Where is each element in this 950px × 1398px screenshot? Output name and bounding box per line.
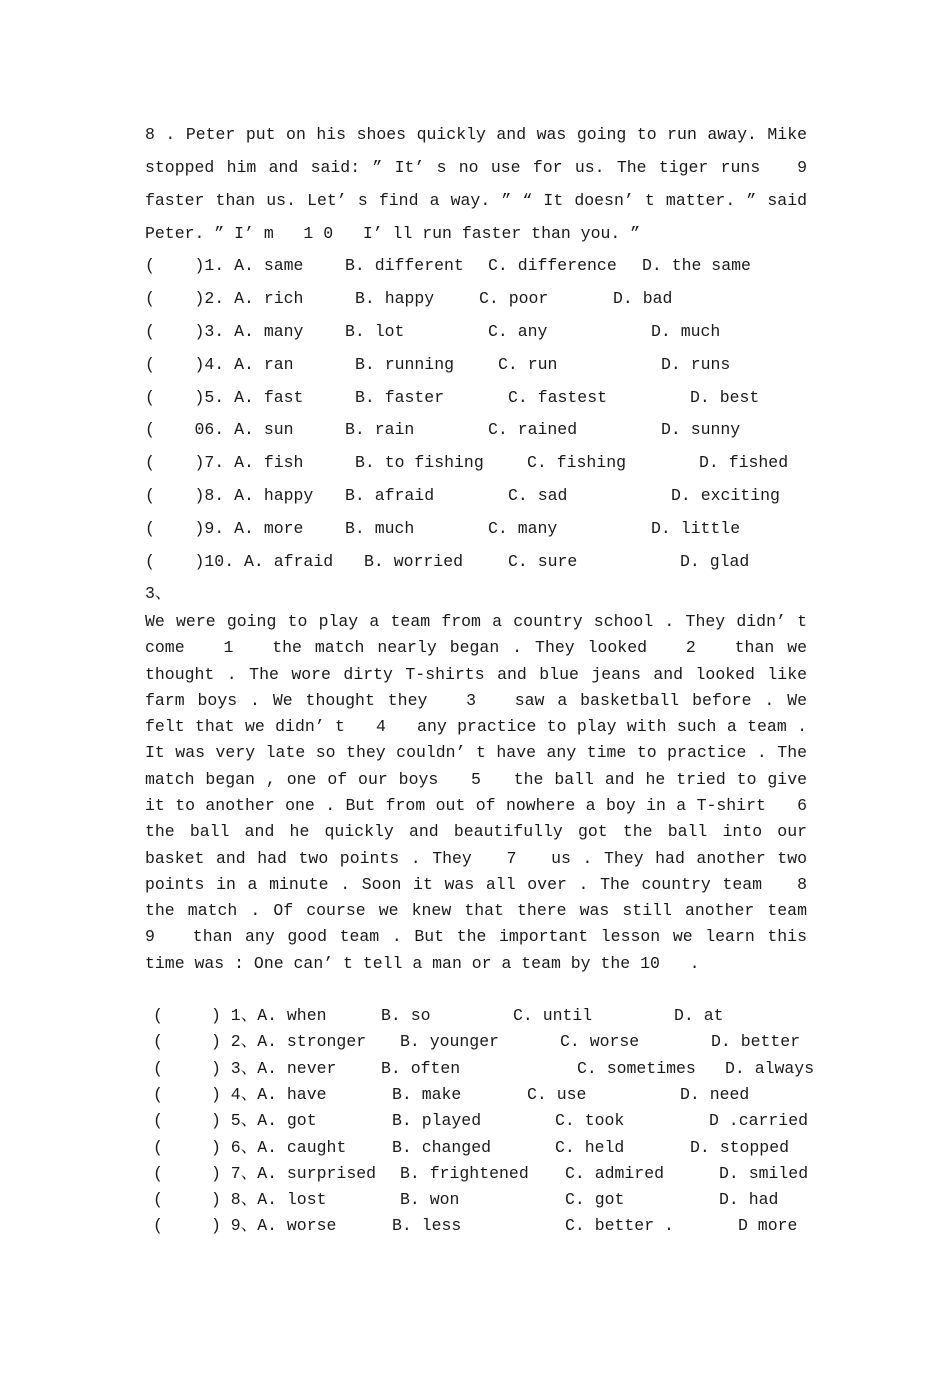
question-row [145,447,807,480]
question-row [145,349,807,382]
option-d: D. better [711,1032,801,1052]
question-number-option-a: ) 4、A. have [211,1084,327,1104]
option-d: D. had [719,1190,779,1210]
option-c: C. sure [508,552,578,572]
option-b: B. younger [400,1032,500,1052]
option-b: B. lot [345,321,405,341]
question-number-option-a: ) 8、A. lost [211,1190,327,1210]
question-row [145,250,807,283]
option-b: B. rain [345,420,415,440]
option-d: D more [738,1216,798,1236]
option-b: B. played [392,1111,482,1131]
answer-paren: ( [153,1006,163,1026]
option-c: C. fastest [508,387,608,407]
question-row [145,1187,807,1213]
question-number-option-a: ( )2. A. rich [145,288,304,308]
question-row [145,283,807,316]
option-d: D. at [674,1006,724,1026]
question-number-option-a: ( )10. A. afraid [145,552,334,572]
option-d: D .carried [709,1111,809,1131]
question-number-option-a: ( )9. A. more [145,519,304,539]
section-label: 3、 [145,583,172,603]
option-b: B. happy [355,288,435,308]
option-c: C. many [488,519,558,539]
option-d: D. bad [613,288,673,308]
option-b: B. worried [364,552,464,572]
question-number-option-a: ( )8. A. happy [145,486,314,506]
question-row [145,1003,807,1029]
option-c: C. fishing [527,453,627,473]
question-number-option-a: ( )5. A. fast [145,387,304,407]
option-c: C. admired [565,1163,665,1183]
answer-paren: ( [153,1032,163,1052]
option-b: B. so [381,1006,431,1026]
option-b: B. much [345,519,415,539]
option-c: C. took [555,1111,625,1131]
option-c: C. worse [560,1032,640,1052]
question-row [145,1056,815,1082]
question-row [145,414,807,447]
option-c: C. sad [508,486,568,506]
question-row [145,1108,807,1134]
option-d: D. sunny [661,420,741,440]
option-d: D. fished [699,453,789,473]
option-b: B. different [345,256,464,275]
answer-paren: ( [153,1216,163,1236]
option-c: C. rained [488,420,578,440]
option-c: C. difference [488,256,617,275]
option-c: C. until [513,1006,593,1026]
question-row [145,1135,807,1161]
answer-paren: ( [153,1190,163,1210]
option-c: C. use [527,1084,587,1104]
question-list-2 [145,1003,815,1240]
option-d: D. the same [642,256,751,275]
option-b: B. to fishing [355,453,484,473]
question-row [145,382,807,415]
question-number-option-a: ) 1、A. when [211,1006,327,1026]
option-c: C. got [565,1190,625,1210]
question-number-option-a: ) 5、A. got [211,1111,317,1131]
question-number-option-a: ) 9、A. worse [211,1216,337,1236]
question-row [145,480,807,513]
question-number-option-a: ) 7、A. surprised [211,1163,377,1183]
option-c: C. better . [565,1216,674,1236]
option-b: B. make [392,1084,462,1104]
question-row [145,546,807,579]
option-d: D. glad [680,552,750,572]
question-number-option-a: ( )4. A. ran [145,354,294,374]
question-row [145,1029,807,1055]
question-row [145,1213,807,1239]
option-c: C. any [488,321,548,341]
option-b: B. afraid [345,486,435,506]
question-number-option-a: ) 3、A. never [211,1058,337,1078]
option-b: B. running [355,354,455,374]
question-number-option-a: ) 6、A. caught [211,1137,347,1157]
question-number-option-a: ( 06. A. sun [145,420,294,440]
option-d: D. exciting [671,486,780,506]
answer-paren: ( [153,1111,163,1131]
option-d: D. little [651,519,741,539]
option-d: D. much [651,321,721,341]
option-d: D. need [680,1084,750,1104]
option-d: D. runs [661,354,731,374]
answer-paren: ( [153,1137,163,1157]
option-c: C. held [555,1137,625,1157]
intro-paragraph: 8 . Peter put on his shoes quickly and was going to run away. Mike stopped him and said: ” It’ s no use for us. The tiger runs 9 faster than us. Let’ s find a way. ” “ It doesn’ t matter. ” said Peter. ” I’ m 1 0 I’ ll run faster than you. ” [145,125,837,243]
option-c: C. poor [479,288,549,308]
question-list-1 [145,250,807,579]
option-b: B. won [400,1190,460,1210]
intro-passage [145,118,837,250]
question-number-option-a: ( )3. A. many [145,321,304,341]
option-d: D. best [690,387,760,407]
option-b: B. often [381,1058,461,1078]
answer-paren: ( [153,1163,163,1183]
option-d: D. smiled [719,1163,809,1183]
question-row [145,1082,807,1108]
option-b: B. changed [392,1137,492,1157]
question-number-option-a: ( )1. A. same [145,256,304,275]
question-row [145,1161,807,1187]
option-c: C. sometimes [577,1058,696,1078]
answer-paren: ( [153,1084,163,1104]
cloze-passage: We were going to play a team from a country school . They didn’ t come 1 the match nearly began . They looked 2 than we thought . The wore dirty T-shirts and blue jeans and looked like farm boys . We thought they 3 saw a basketball before . We felt that we didn’ t 4 any practice to play with such a team . It was very late so they couldn’ t have any time to practice . The match began , one of our boys 5 the ball and he tried to give it to another one . But from out of nowhere a boy in a T-shirt 6 the ball and he quickly and beautifully got the ball into our basket and had two points . They 7 us . They had another two points in a minute . Soon it was all over . The country team 8 the match . Of course we knew that there was still another team 9 than any good team . But the important lesson we learn this time was : One can’ t tell a man or a team by the 10 . [145,611,837,973]
question-number-option-a: ( )7. A. fish [145,453,304,473]
option-b: B. faster [355,387,445,407]
question-row [145,316,807,349]
option-b: B. frightened [400,1163,529,1183]
option-b: B. less [392,1216,462,1236]
question-number-option-a: ) 2、A. stronger [211,1032,367,1052]
spacer [145,977,807,1003]
option-c: C. run [498,354,558,374]
answer-paren: ( [153,1058,163,1078]
option-d: D. always [725,1058,815,1078]
worksheet-page [145,118,837,1240]
option-d: D. stopped [690,1137,790,1157]
question-row [145,513,807,546]
